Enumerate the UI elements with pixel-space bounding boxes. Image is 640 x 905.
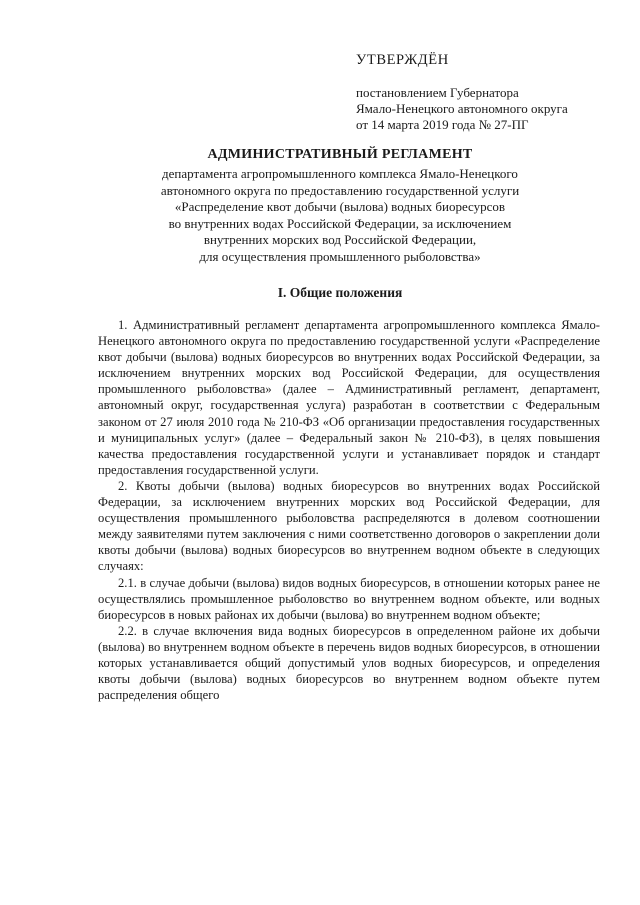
title-line: внутренних морских вод Российской Федерации, — [203, 232, 477, 247]
paragraph: 2. Квоты добычи (вылова) водных биоресурсов во внутренних водах Российской Федерации, за исключением внутренних морских вод Российской Федерации, для осуществления промышленного рыболовства распределяются в долевом соотношении между заявителями путем заключения с ними соответственно договоров о закреплении доли квоты добычи (вылова) водных биоресурсов во внутреннем водном объекте в следующих случаях: — [98, 478, 600, 574]
paragraph: 1. Административный регламент департамента агропромышленного комплекса Ямало-Ненецкого автономного округа по предоставлению государственной услуги «Распределение квот добычи (вылова) водных биоресурсов во внутренних водах Российской Федерации, за исключением внутренних морских вод Российской Федерации, для осуществления промышленного рыболовства» (далее – Административный регламент, департамент, автономный округ, государственная услуга) разработан в соответствии с Федеральным законом от 27 июля 2010 года № 210-ФЗ «Об организации предоставления государственных и муниципальных услуг» (далее – Федеральный закон № 210-ФЗ), в целях повышения качества предоставления государственной услуги и устанавливает порядок и стандарт предоставления государственной услуги. — [98, 318, 600, 477]
approval-stamp — [356, 52, 616, 133]
approval-line: Ямало-Ненецкого автономного округа — [356, 101, 568, 116]
paragraph: 2.2. в случае включения вида водных биоресурсов в определенном районе их добычи (вылова) во внутреннем водном объекте в перечень видов водных биоресурсов, в отношении которых устанавливается общий допустимый улов водных биоресурсов, и определения квоты добычи (вылова) водных биоресурсов во внутреннем водном объекте путем распределения общего — [98, 623, 600, 703]
document-title-block — [90, 147, 590, 265]
paragraph: 2.1. в случае добычи (вылова) видов водных биоресурсов, в отношении которых ранее не осуществлялись промышленное рыболовство во внутреннем водном объекте, или водных биоресурсов в новых районах их добычи (вылова) во внутреннем водном объекте; — [98, 575, 600, 622]
approval-heading: УТВЕРЖДЁН — [356, 52, 449, 68]
title-line: автономного округа по предоставлению государственной услуги — [160, 182, 520, 198]
title-line: «Распределение квот добычи (вылова) водных биоресурсов — [174, 199, 506, 214]
section-heading: I. Общие положения — [277, 285, 403, 300]
document-title: АДМИНИСТРАТИВНЫЙ РЕГЛАМЕНТ — [207, 147, 473, 162]
title-line: департамента агропромышленного комплекса Ямало-Ненецкого — [162, 166, 518, 181]
approval-line: от 14 марта 2019 года № 27-ПГ — [356, 117, 529, 132]
title-line: для осуществления промышленного рыболовства» — [199, 248, 481, 264]
document-body — [98, 317, 600, 703]
title-line: во внутренних водах Российской Федерации, за исключением — [168, 215, 512, 231]
approval-line: постановлением Губернатора — [356, 85, 519, 100]
